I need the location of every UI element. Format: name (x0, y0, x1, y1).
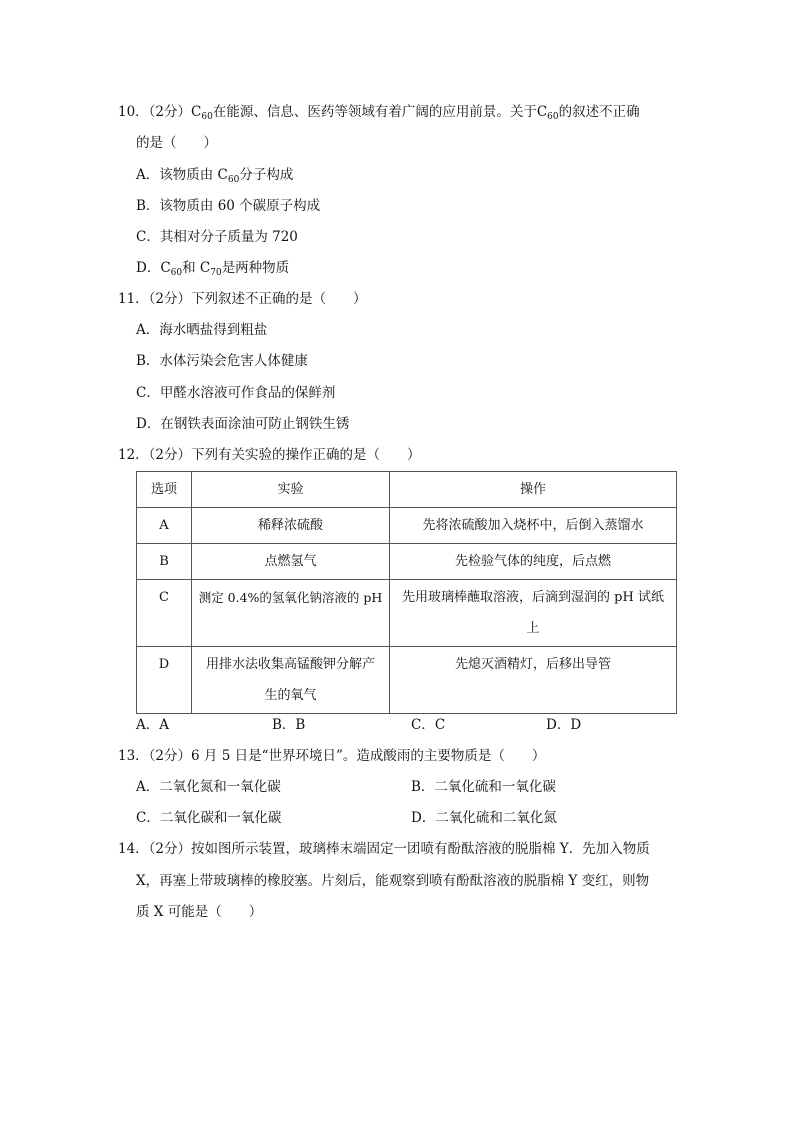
q12-answer-d: D．D (546, 717, 582, 733)
table-cell-operation (390, 580, 677, 647)
q11-stem: 11．（2分）下列叙述不正确的是（ ） (118, 291, 367, 307)
table-cell-operation-line2: 上 (526, 621, 540, 636)
q12-table (136, 471, 677, 714)
q10-option-c: C．其相对分子质量为 720 (136, 229, 298, 245)
table-cell-operation: 先熄灭酒精灯，后移出导管 (390, 647, 677, 714)
q10-option-b: B．该物质由 60 个碳原子构成 (136, 198, 321, 214)
q14-stem-line3: 质 X 可能是（ ） (136, 904, 263, 920)
table-cell-experiment: 测定 0.4%的氢氧化钠溶液的 pH (192, 580, 390, 647)
q12-stem: 12．（2分）下列有关实验的操作正确的是（ ） (118, 447, 421, 463)
table-row (137, 544, 677, 580)
table-header-row (137, 472, 677, 508)
table-cell-operation-line1: 先用玻璃棒蘸取溶液，后滴到湿润的 pH 试纸 (402, 590, 664, 605)
q12-answer-c: C．C (411, 717, 446, 733)
table-cell-experiment: 点燃氢气 (192, 544, 390, 580)
table-cell-experiment (192, 647, 390, 714)
q14-stem-line1: 14．（2分）按如图所示装置，玻璃棒末端固定一团喷有酚酞溶液的脱脂棉 Y．先加入物质 (118, 841, 650, 857)
table-row (137, 508, 677, 544)
table-cell-option: A (137, 508, 192, 544)
q11-option-a: A．海水晒盐得到粗盐 (136, 322, 268, 338)
table-header-operation: 操作 (390, 472, 677, 508)
table-cell-experiment-line2: 生的氧气 (264, 688, 317, 703)
table-header-experiment: 实验 (192, 472, 390, 508)
table-cell-option: B (137, 544, 192, 580)
q13-option-d: D．二氧化硫和二氧化氮 (411, 810, 557, 826)
q12-answer-b: B．B (272, 717, 306, 733)
q10-option-a: A．该物质由 $C_{60}$分子构成 (136, 167, 294, 185)
table-cell-operation: 先检验气体的纯度，后点燃 (390, 544, 677, 580)
q13-option-a: A．二氧化氮和一氧化碳 (136, 779, 281, 795)
table-header-option: 选项 (137, 472, 192, 508)
table-cell-option: D (137, 647, 192, 714)
table-cell-option: C (137, 580, 192, 647)
q14-stem-line2: X，再塞上带玻璃棒的橡胶塞。片刻后，能观察到喷有酚酞溶液的脱脂棉 Y 变红，则物 (136, 873, 650, 889)
q10-stem-line1: 10．（2分）$C_{60}$在能源、信息、医药等领域有着广阔的应用前景。关于$C_{60}$的叙述不正确 (118, 104, 640, 122)
q13-option-c: C．二氧化碳和一氧化碳 (136, 810, 282, 826)
table-row (137, 647, 677, 714)
q12-answer-a: A．A (136, 717, 169, 733)
table-cell-experiment: 稀释浓硫酸 (192, 508, 390, 544)
q11-option-c: C．甲醛水溶液可作食品的保鲜剂 (136, 385, 336, 401)
table-row (137, 580, 677, 647)
q11-option-b: B．水体污染会危害人体健康 (136, 353, 308, 369)
q10-option-d: D．$C_{60}$和 $C_{70}$是两种物质 (136, 260, 290, 278)
table-cell-operation: 先将浓硫酸加入烧杯中，后倒入蒸馏水 (390, 508, 677, 544)
table-cell-experiment-line1: 用排水法收集高锰酸钾分解产 (205, 657, 375, 672)
q13-option-b: B．二氧化硫和一氧化碳 (411, 779, 556, 795)
q13-stem: 13．（2分）6 月 5 日是“世界环境日”。造成酸雨的主要物质是（ ） (118, 748, 546, 764)
q11-option-d: D．在钢铁表面涂油可防止钢铁生锈 (136, 416, 350, 432)
q10-stem-line2: 的是（ ） (136, 135, 217, 151)
